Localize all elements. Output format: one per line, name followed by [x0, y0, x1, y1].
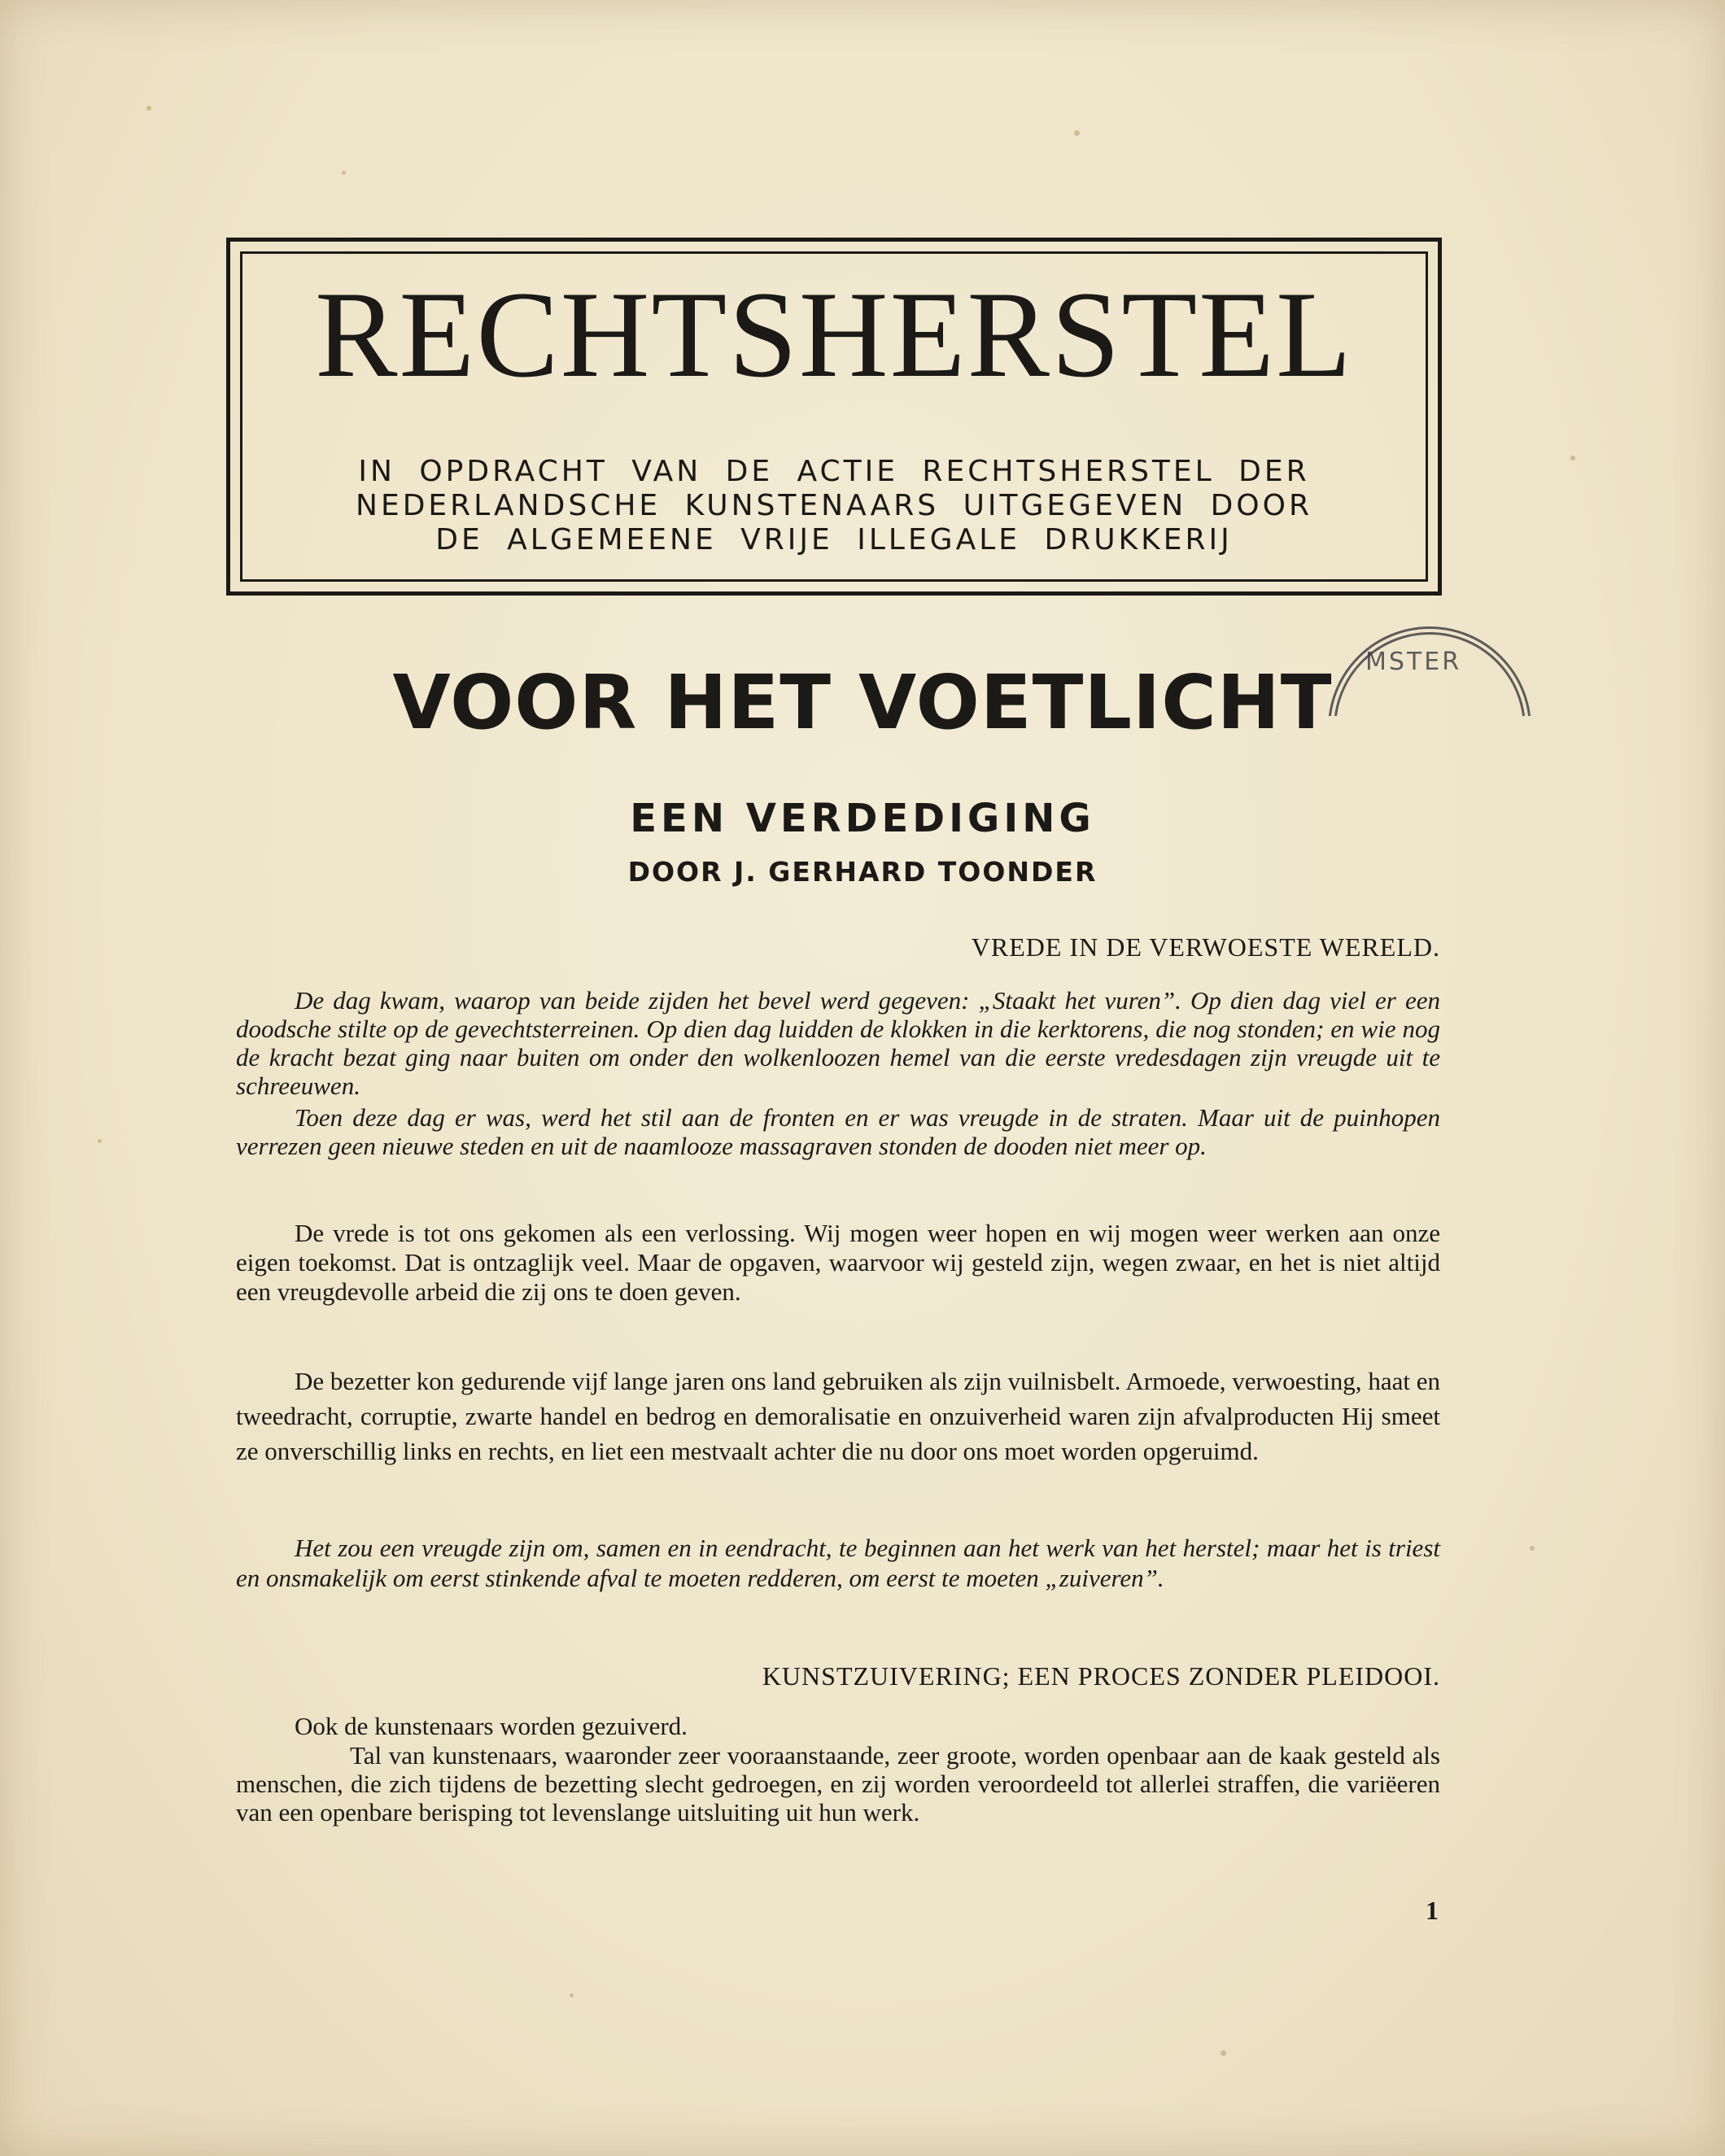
stamp-text: MSTER	[1365, 648, 1462, 676]
document-byline: DOOR J. GERHARD TOONDER	[627, 856, 1098, 888]
paragraph	[236, 1741, 1440, 1826]
masthead-title: RECHTSHERSTEL	[315, 266, 1353, 403]
paragraph-text: De bezetter kon gedurende vijf lange jaren ons land gebruiken als zijn vuilnisbelt. Armoede, verwoesting, haat en tweedracht, corruptie, zwarte handel en bedrog en demoralisatie en onzuiverheid waren zijn afvalproducten Hij smeet ze onverschillig links en rechts, en liet een mestvaalt achter die nu door ons moet worden opgeruimd.	[236, 1367, 1440, 1465]
paragraph-text: De dag kwam, waarop van beide zijden het bevel werd gegeven: „Staakt het vuren”. Op dien dag viel er een doodsche stilte op de gevechtsterreinen. Op dien dag luidden de klokken in die kerktorens, die nog stonden; en wie nog de kracht bezat ging naar buiten om onder den wolkenloozen hemel van die eerste vredesdagen zijn vreugde uit te schreeuwen.	[236, 986, 1440, 1100]
section-heading: KUNSTZUIVERING; EEN PROCES ZONDER PLEIDOOI.	[762, 1661, 1440, 1691]
paragraph-text: Tal van kunstenaars, waaronder zeer vooraanstaande, zeer groote, worden openbaar aan de kaak gesteld als menschen, die zich tijdens de bezetting slecht gedroegen, en zij worden veroordeeld tot allerlei straffen, die variëeren van een openbare berisping tot levenslange uitsluiting uit hun werk.	[236, 1741, 1440, 1826]
paper-speck	[1074, 130, 1080, 136]
paper-speck	[1530, 1546, 1535, 1551]
masthead-subtitle-line: NEDERLANDSCHE KUNSTENAARS UITGEGEVEN DOOR	[356, 489, 1312, 522]
paper-speck	[342, 171, 346, 175]
paper-speck	[98, 1139, 102, 1143]
masthead-subtitle-line: DE ALGEMEENE VRIJE ILLEGALE DRUKKERIJ	[435, 523, 1233, 556]
section-heading: VREDE IN DE VERWOESTE WERELD.	[971, 932, 1440, 962]
paper-speck	[1221, 2050, 1226, 2056]
paper-speck	[570, 1993, 574, 1997]
paper-speck	[1570, 456, 1575, 460]
masthead-subtitle-line: IN OPDRACHT VAN DE ACTIE RECHTSHERSTEL DER	[358, 455, 1310, 488]
masthead-subtitle	[263, 455, 1405, 557]
paragraph-text: Ook de kunstenaars worden gezuiverd.	[295, 1712, 688, 1740]
paper-speck	[146, 106, 151, 111]
document-title: VOOR HET VOETLICHT	[392, 659, 1333, 746]
paragraph	[236, 986, 1440, 1100]
paragraph	[236, 1533, 1440, 1593]
page-number: 1	[1426, 1896, 1439, 1925]
paragraph	[236, 1103, 1440, 1160]
paragraph	[236, 1219, 1440, 1307]
paragraph	[236, 1712, 1440, 1740]
paragraph	[236, 1364, 1440, 1469]
paragraph-text: De vrede is tot ons gekomen als een verlossing. Wij mogen weer hopen en wij mogen weer werken aan onze eigen toekomst. Dat is ontzaglijk veel. Maar de opgaven, waarvoor wij gesteld zijn, wegen zwaar, en het is niet altijd een vreugdevolle arbeid die zij ons te doen geven.	[236, 1219, 1440, 1306]
paragraph-text: Toen deze dag er was, werd het stil aan de fronten en er was vreugde in de straten. Maar uit de puinhopen verrezen geen nieuwe steden en uit de naamlooze massagraven stonden de dooden niet meer op.	[236, 1103, 1440, 1160]
masthead-box	[226, 238, 1442, 596]
document-subtitle: EEN VERDEDIGING	[630, 796, 1095, 841]
paragraph-text: Het zou een vreugde zijn om, samen en in eendracht, te beginnen aan het werk van het herstel; maar het is triest en onsmakelijk om eerst stinkende afval te moeten redderen, om eerst te moeten „zuiveren”.	[236, 1534, 1440, 1592]
